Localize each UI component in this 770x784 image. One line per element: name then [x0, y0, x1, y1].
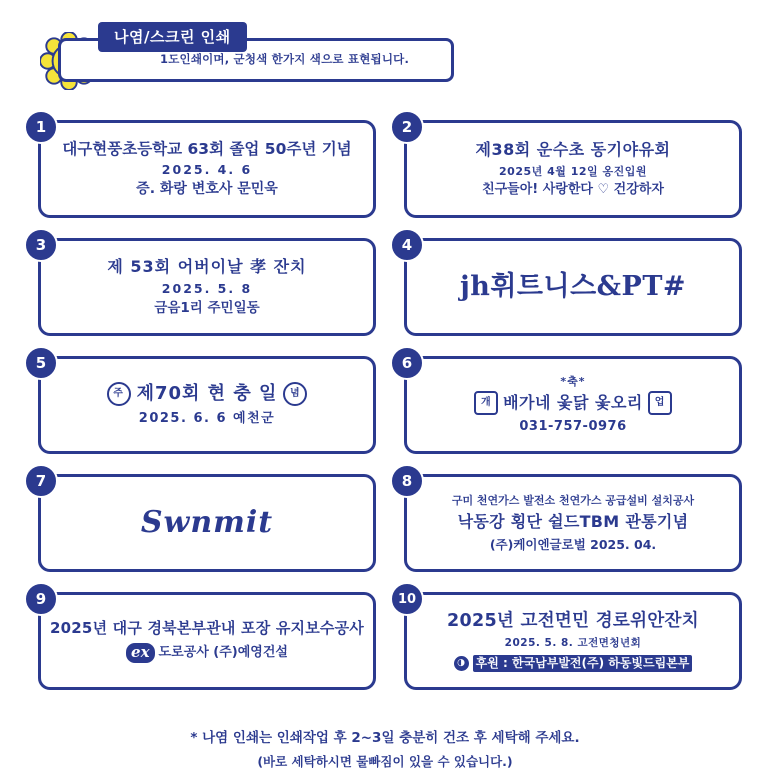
sample-cell	[24, 464, 380, 572]
sample-line: 2025년 대구 경북본부관내 포장 유지보수공사	[50, 618, 364, 637]
sample-cell	[24, 110, 380, 218]
sample-line: 031-757-0976	[519, 418, 627, 434]
sample-line: 2025. 4. 6	[161, 162, 253, 178]
ex-highway-logo-icon: ex	[126, 643, 155, 663]
sample-line: 2025. 5. 8. 고전면청년회	[504, 637, 642, 650]
sample-line-with-logo	[126, 643, 288, 663]
sample-line: 2025년 4월 12일 옹진입원	[499, 164, 647, 178]
sample-card-7[interactable]	[38, 474, 376, 572]
sample-card-6[interactable]	[404, 356, 742, 454]
sample-number-badge: 4	[390, 228, 424, 262]
sample-cell	[390, 110, 746, 218]
footer-line-1: * 나염 인쇄는 인쇄작업 후 2~3일 충분히 건조 후 세탁해 주세요.	[190, 730, 580, 746]
sample-line: 금음1리 주민일동	[154, 299, 260, 316]
sample-number-badge: 8	[390, 464, 424, 498]
sample-line: 2025년 고전면민 경로위안잔치	[447, 610, 699, 631]
sample-line: jh휘트니스&PT#	[459, 271, 687, 303]
sample-line: 낙동강 횡단 쉴드TBM 관통기념	[457, 511, 689, 531]
sample-number-badge: 5	[24, 346, 58, 380]
sample-cell	[24, 582, 380, 690]
sample-cell	[390, 582, 746, 690]
sample-line: 제 53회 어버이날 孝 잔치	[107, 257, 307, 277]
footer-line-2: (바로 세탁하시면 물빠짐이 있을 수 있습니다.)	[257, 754, 513, 769]
sample-number-badge: 1	[24, 110, 58, 144]
seal-right-icon: 업	[648, 391, 672, 415]
seal-left-icon: 개	[474, 391, 498, 415]
sample-number-badge: 2	[390, 110, 424, 144]
sample-grid	[0, 110, 770, 690]
seal-right-icon: 념	[283, 382, 307, 406]
sample-card-3[interactable]	[38, 238, 376, 336]
sample-cell	[24, 346, 380, 454]
print-sample-sheet	[0, 14, 770, 784]
sample-line: 도로공사 (주)예영건설	[158, 645, 288, 661]
sample-number-badge: 6	[390, 346, 424, 380]
header-title: 나염/스크린 인쇄	[98, 22, 247, 52]
sample-card-9[interactable]	[38, 592, 376, 690]
korea-southern-power-logo-icon: ◑	[454, 656, 469, 671]
sample-cell	[390, 346, 746, 454]
sample-number-badge: 3	[24, 228, 58, 262]
sample-line: *축*	[560, 375, 586, 388]
seal-left-icon: 주	[107, 382, 131, 406]
sample-cell	[24, 228, 380, 336]
sample-line: 2025. 6. 6 예천군	[138, 411, 276, 427]
sample-cell	[390, 464, 746, 572]
sample-line: 제70회 현 충 일	[136, 383, 278, 405]
sample-number-badge: 7	[24, 464, 58, 498]
sample-line: Swnmit	[140, 505, 274, 541]
sample-card-2[interactable]	[404, 120, 742, 218]
sample-card-1[interactable]	[38, 120, 376, 218]
sample-line: 대구현풍초등학교 63회 졸업 50주년 기념	[62, 139, 352, 158]
sample-line-with-seals	[474, 391, 672, 415]
sample-card-8[interactable]	[404, 474, 742, 572]
sample-line: 2025. 5. 8	[161, 281, 253, 297]
sample-line: 구미 천연가스 발전소 천연가스 공급설비 설치공사	[451, 493, 695, 507]
footer-note	[0, 726, 770, 770]
sample-line: 증. 화랑 변호사 문민욱	[136, 180, 278, 197]
header-subtitle: 1도인쇄이며, 군청색 한가지 색으로 표현됩니다.	[160, 52, 410, 66]
sample-number-badge: 10	[390, 582, 424, 616]
sample-card-4[interactable]	[404, 238, 742, 336]
sample-number-badge: 9	[24, 582, 58, 616]
sample-line: 후원 : 한국남부발전(주) 하동빛드림본부	[473, 655, 693, 672]
sample-line-with-seals	[107, 382, 308, 406]
sample-card-5[interactable]	[38, 356, 376, 454]
sample-line: (주)케이엔글로벌 2025. 04.	[489, 536, 657, 552]
header	[18, 14, 752, 86]
sample-line-with-logo	[454, 655, 693, 672]
sample-card-10[interactable]	[404, 592, 742, 690]
sample-line: 배가네 옻닭 옻오리	[503, 392, 643, 412]
sample-line: 제38회 운수초 동기야유회	[475, 139, 671, 159]
sample-line: 친구들아! 사랑한다 ♡ 건강하자	[482, 182, 664, 198]
sample-cell	[390, 228, 746, 336]
